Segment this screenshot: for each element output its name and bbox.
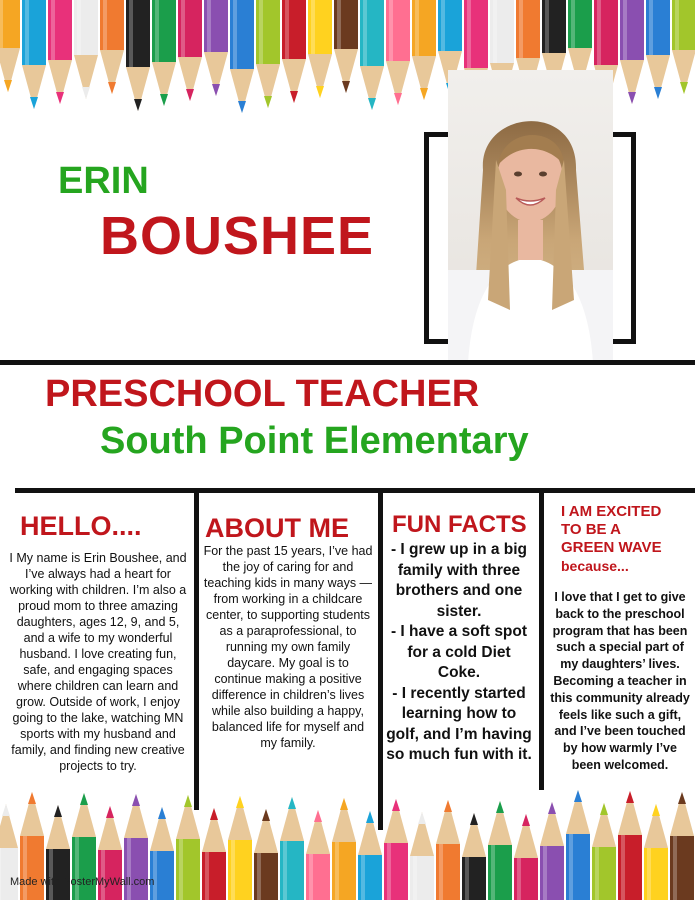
pencil: [618, 791, 642, 900]
pencil: [74, 0, 98, 99]
fun-facts-heading: FUN FACTS: [392, 511, 527, 538]
pencil: [360, 0, 384, 110]
pencil: [306, 810, 330, 900]
about-heading: ABOUT ME: [205, 513, 349, 543]
divider-top: [0, 360, 695, 365]
pencil: [48, 0, 72, 104]
pencil: [410, 812, 434, 900]
pencil: [228, 796, 252, 900]
fun-fact-item: - I have a soft spot for a cold Diet Coke.: [390, 623, 528, 681]
watermark[interactable]: Made with PosterMyWall.com: [10, 876, 155, 888]
excited-heading-line: TO BE A: [561, 521, 622, 538]
first-name: ERIN: [58, 160, 149, 202]
pencil: [644, 804, 668, 900]
job-title: PRESCHOOL TEACHER: [45, 373, 480, 415]
fun-fact-item: - I grew up in a big family with three brothers and one sister.: [390, 541, 528, 620]
pencil: [202, 808, 226, 900]
pencil: [152, 0, 176, 106]
fun-fact-item: - I recently started learning how to golf, and I’m having so much fun with it.: [386, 684, 532, 763]
school-name: South Point Elementary: [100, 420, 529, 462]
pencil: [282, 0, 306, 103]
pencil: [126, 0, 150, 111]
pencil: [412, 0, 436, 100]
excited-heading-line: I AM EXCITED: [561, 503, 662, 520]
pencil: [672, 0, 695, 94]
pencil: [308, 0, 332, 98]
hello-body: I My name is Erin Boushee, and I’ve always had a heart for working with children. I’m also a proud mom to three amazing daughters, ages 12, 9, and 5, and a wife to my wonderful husband. I love creating fun, safe, and engaging spaces where children can learn and grow. Outside of work, I enjoy going to the lake, watching MN sports with my husband and family, and finding new creative projects to try.: [9, 551, 187, 773]
column-divider: [378, 490, 383, 830]
pencil: [280, 797, 304, 900]
pencil: [100, 0, 124, 94]
pencil: [620, 0, 644, 104]
pencil: [566, 790, 590, 900]
fun-facts-list: [386, 540, 532, 766]
pencil: [670, 792, 694, 900]
column-divider: [194, 490, 199, 810]
pencil: [204, 0, 228, 96]
pencil: [178, 0, 202, 101]
pencil: [230, 0, 254, 113]
teacher-photo: [448, 70, 613, 363]
pencil: [386, 0, 410, 105]
pencil: [0, 0, 20, 92]
excited-heading-line: GREEN WAVE: [561, 539, 662, 556]
pencil: [436, 800, 460, 900]
pencil: [254, 809, 278, 900]
pencil: [256, 0, 280, 108]
pencil: [22, 0, 46, 109]
pencil: [332, 798, 356, 900]
pencil: [334, 0, 358, 93]
excited-body: I love that I get to give back to the preschool program that has been such a special part of my daughters’ lives. Becoming a teacher in this community already feels like such a gift, and I’ve been touched by how warmly I’ve been welcomed.: [550, 590, 690, 772]
last-name: BOUSHEE: [100, 206, 375, 266]
excited-heading-line: because...: [561, 558, 629, 574]
pencil: [646, 0, 670, 99]
pencil: [592, 803, 616, 900]
hello-heading: HELLO....: [20, 511, 142, 541]
pencil: [488, 801, 512, 900]
divider-columns: [15, 488, 695, 493]
pencil: [462, 813, 486, 900]
pencil: [384, 799, 408, 900]
pencil: [514, 814, 538, 900]
about-body: For the past 15 years, I’ve had the joy of caring for and teaching kids in many ways — from working in a childcare center, to supporting students as a paraprofessional, to running my own family daycare. My goal is to continue making a positive difference in children’s lives while also building a happy, balanced life for myself and my family.: [203, 544, 373, 750]
excited-heading: [561, 503, 662, 575]
pencil: [176, 795, 200, 900]
column-divider: [539, 490, 544, 790]
pencil: [540, 802, 564, 900]
